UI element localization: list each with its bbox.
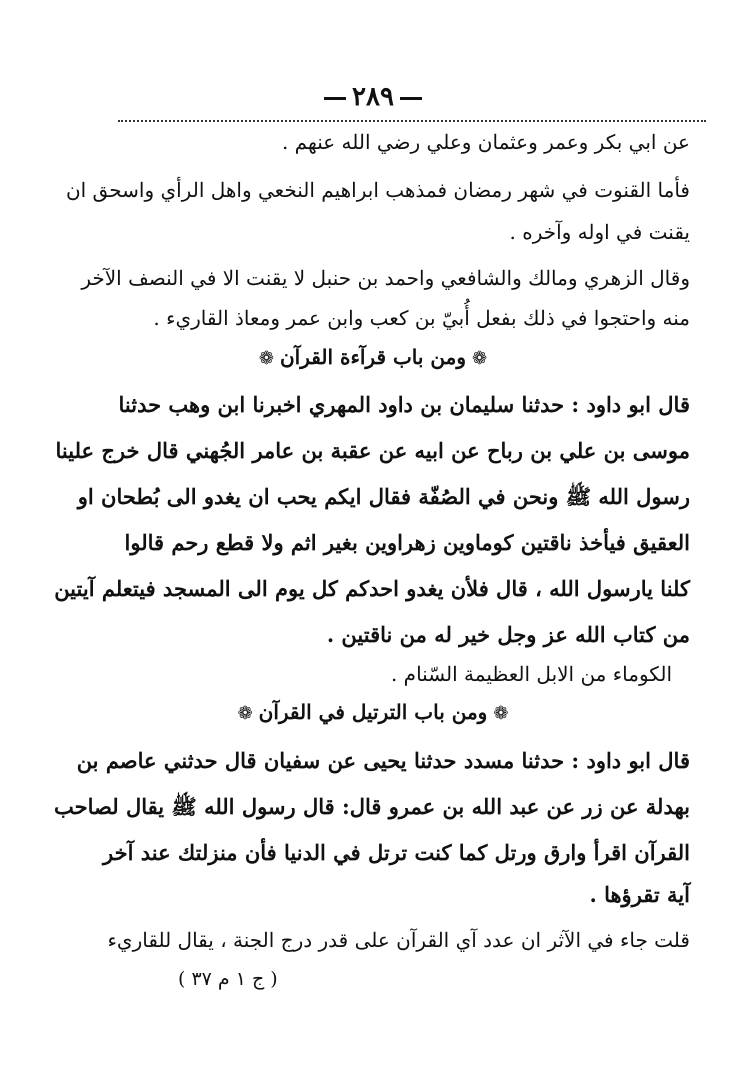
text-line: عن ابي بكر وعمر وعثمان وعلي رضي الله عنهم . xyxy=(281,130,690,154)
dash-right xyxy=(324,97,346,100)
page-number-text: ٢٨٩ xyxy=(352,82,394,112)
section-heading-1 xyxy=(0,345,746,369)
section-heading-2 xyxy=(0,700,746,724)
text-line: قال ابو داود : حدثنا سليمان بن داود المهري اخبرنا ابن وهب حدثنا xyxy=(118,392,690,417)
text-line: فأما القنوت في شهر رمضان فمذهب ابراهيم النخعي واهل الرأي واسحق ان xyxy=(65,178,690,202)
ornament-icon: ❁ xyxy=(493,703,509,724)
text-line: كلنا يارسول الله ، قال فلأن يغدو احدكم كل يوم الى المسجد فيتعلم آيتين xyxy=(54,576,690,601)
signature-mark: ( ج ١ م ٣٧ ) xyxy=(178,968,278,990)
text-line: موسى بن علي بن رباح عن ابيه عن عقبة بن عامر الجُهني قال خرج علينا xyxy=(55,438,690,463)
dash-left xyxy=(400,97,422,100)
text-line: القرآن اقرأ وارق ورتل كما كنت ترتل في الدنيا فأن منزلتك عند آخر xyxy=(103,840,690,865)
section-heading-text: ومن باب قرآءة القرآن xyxy=(279,345,467,369)
text-line: من كتاب الله عز وجل خير له من ناقتين . xyxy=(326,622,690,647)
ornament-icon: ❁ xyxy=(472,348,488,369)
page-number xyxy=(0,82,746,112)
text-line: قلت جاء في الآثر ان عدد آي القرآن على قدر درج الجنة ، يقال للقاريء xyxy=(107,928,690,952)
text-line: العقيق فيأخذ ناقتين كوماوين زهراوين بغير اثم ولا قطع رحم قالوا xyxy=(124,530,690,555)
ornament-icon: ❁ xyxy=(258,348,274,369)
text-line: الكوماء من الابل العظيمة السّنام . xyxy=(390,662,672,686)
text-line: وقال الزهري ومالك والشافعي واحمد بن حنبل لا يقنت الا في النصف الآخر xyxy=(81,266,690,290)
text-line: رسول الله ﷺ ونحن في الصُفّة فقال ايكم يحب ان يغدو الى بُطحان او xyxy=(77,484,690,509)
ornament-icon: ❁ xyxy=(237,703,253,724)
text-line: قال ابو داود : حدثنا مسدد حدثنا يحيى عن سفيان قال حدثني عاصم بن xyxy=(76,748,690,773)
section-heading-text: ومن باب الترتيل في القرآن xyxy=(258,700,488,724)
text-line: آية تقرؤها . xyxy=(589,882,690,907)
header-rule xyxy=(118,120,706,122)
text-line: بهدلة عن زر عن عبد الله بن عمرو قال: قال رسول الله ﷺ يقال لصاحب xyxy=(54,794,690,819)
text-line: يقنت في اوله وآخره . xyxy=(509,220,690,244)
text-line: منه واحتجوا في ذلك بفعل أُبيّ بن كعب وابن عمر ومعاذ القاريء . xyxy=(153,306,690,330)
